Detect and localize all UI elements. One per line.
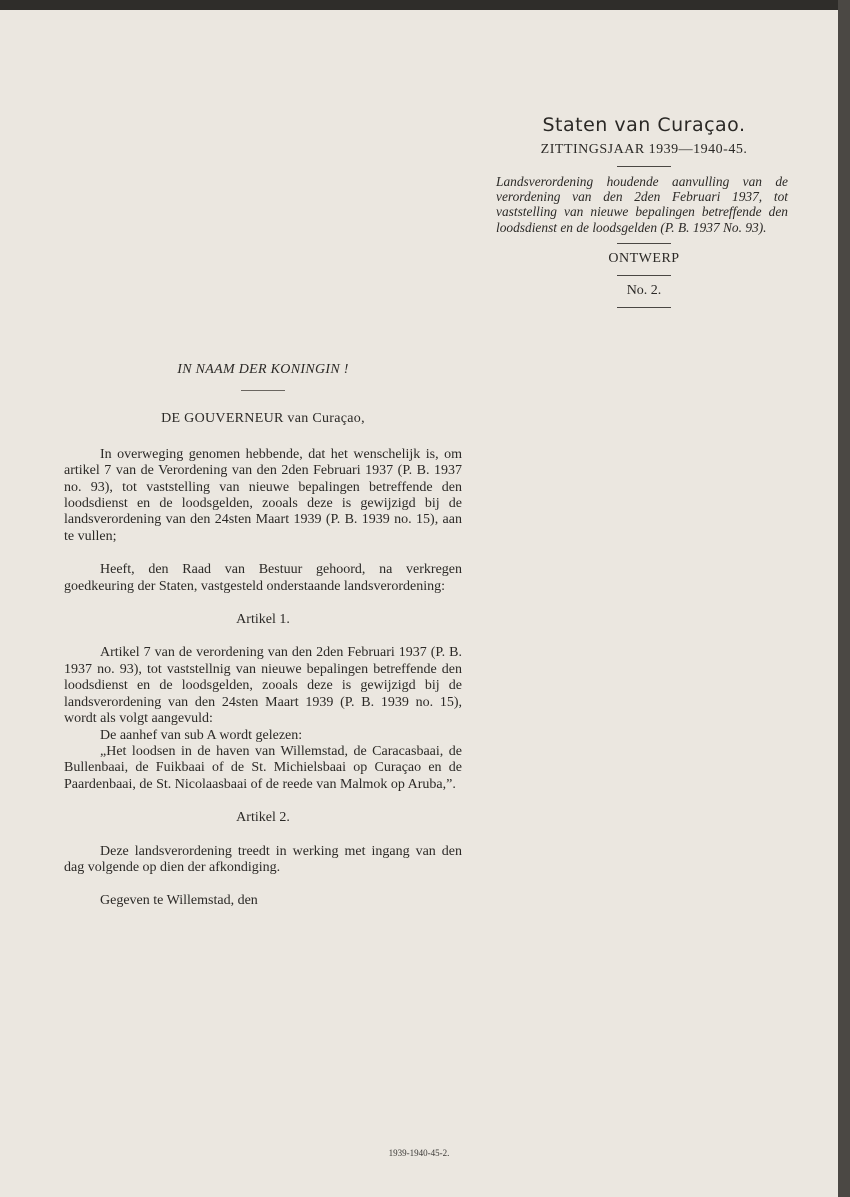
article-1-sub: De aanhef van sub A wordt gelezen: — [100, 727, 303, 743]
header-rule — [617, 307, 671, 308]
enacting-paragraph: Heeft, den Raad van Bestuur gehoord, na verkregen goedkeuring der Staten, vastgesteld onderstaande landsverordening: — [64, 562, 462, 594]
header-title: Staten van Curaçao. — [542, 114, 746, 136]
footer-code: 1939-1940-45-2. — [388, 1148, 450, 1158]
given-at: Gegeven te Willemstad, den — [100, 893, 258, 909]
body-rule — [241, 390, 285, 391]
header-rule — [617, 275, 671, 276]
article-2-text: Deze landsverordening treedt in werking met ingang van den dag volgende op dien der afkondiging. — [64, 843, 462, 875]
article-2-heading: Artikel 2. — [236, 810, 290, 826]
header-rule — [617, 166, 671, 167]
issuer: DE GOUVERNEUR van Curaçao, — [161, 411, 365, 427]
considering-paragraph: In overweging genomen hebbende, dat het wenschelijk is, om artikel 7 van de Verordening van den 2den Februari 1937 (P. B. 1937 no. 93), tot vaststelling van nieuwe bepalingen betreffende den loodsdienst en de loodsgelden, zooals deze is gewijzigd bij de landsverordening van den 24sten Maart 1939 (P. B. 1939 no. 15), aan te vullen; — [64, 446, 462, 544]
session-year: ZITTINGSJAAR 1939—1940-45. — [540, 142, 748, 157]
article-1-quote: „Het loodsen in de haven van Willemstad, de Caracasbaai, de Bullenbaai, de Fuikbaai of de St. Michielsbaai op Curaçao en de Paardenbaai, de St. Nicolaasbaai of de reede van Malmok op Aruba,”. — [64, 743, 462, 792]
draft-label: ONTWERP — [608, 250, 680, 266]
article-1-text: Artikel 7 van de verordening van den 2den Februari 1937 (P. B. 1937 no. 93), tot vaststellnig van nieuwe bepalingen betreffende den loodsdienst en de loodsgelden, zooals deze is gewijzigd bij de landsverordening van den 24sten Maart 1939 (P. B. 1939 no. 15), wordt als volgt aangevuld: — [64, 645, 462, 727]
scan-right-edge — [838, 0, 850, 1197]
article-1-heading: Artikel 1. — [236, 612, 290, 628]
document-body — [64, 362, 462, 910]
document-page — [0, 10, 838, 1197]
invocation: IN NAAM DER KONINGIN ! — [177, 362, 349, 377]
scan-top-edge — [0, 0, 850, 10]
document-header — [496, 114, 792, 315]
ordinance-description: Landsverordening houdende aanvulling van de verordening van den 2den Februari 1937, tot vaststelling van nieuwe bepalingen betreffende den loodsdienst en de loodsgelden (P. B. 1937 No. 93). — [496, 174, 788, 235]
draft-number: No. 2. — [626, 282, 662, 298]
header-rule — [617, 243, 671, 244]
